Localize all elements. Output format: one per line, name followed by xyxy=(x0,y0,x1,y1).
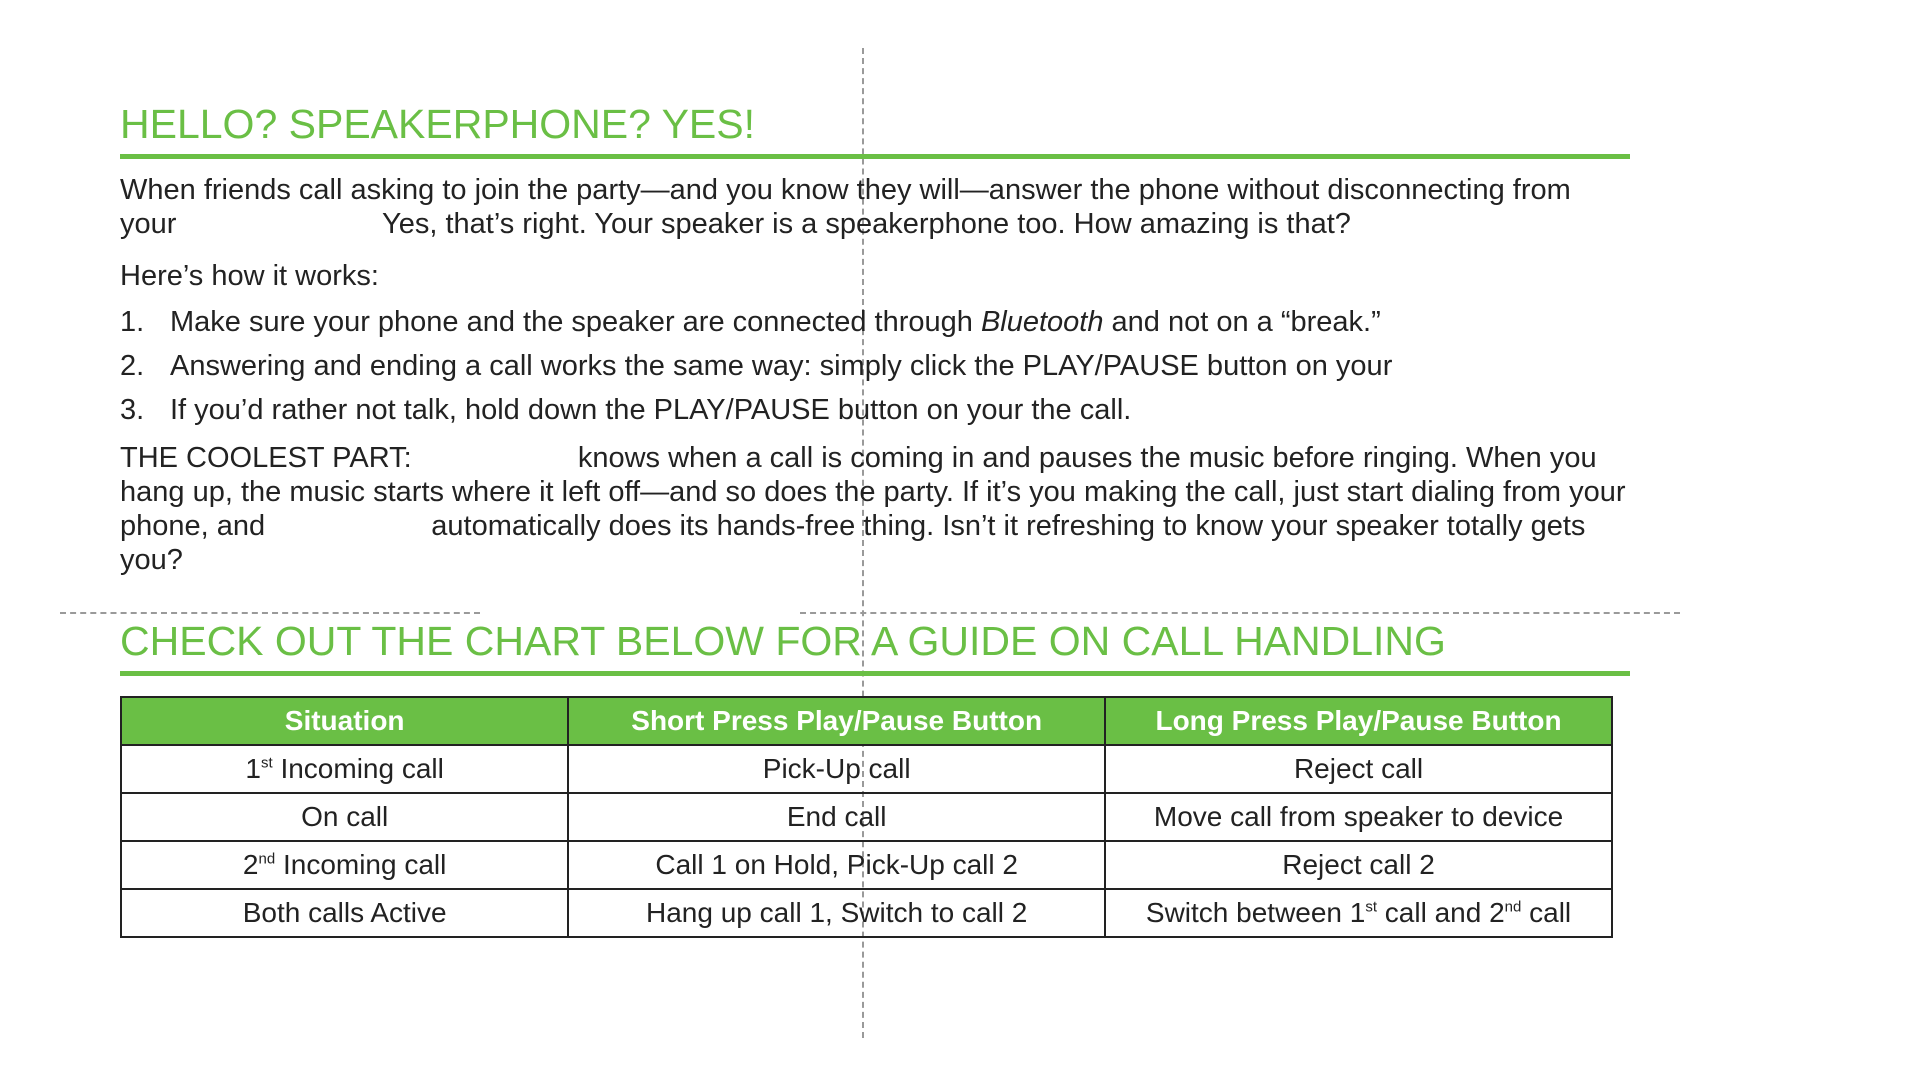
table-row xyxy=(121,889,1612,937)
coolest-label: THE COOLEST PART: xyxy=(120,442,412,474)
step-item xyxy=(120,349,1630,383)
redacted-product-name xyxy=(184,212,374,238)
column-header-long-press: Long Press Play/Pause Button xyxy=(1105,697,1612,745)
cell-long-press: Switch between 1st call and 2nd call xyxy=(1105,889,1612,937)
step-item xyxy=(120,305,1630,339)
cell-situation: On call xyxy=(121,793,568,841)
cell-situation: 2nd Incoming call xyxy=(121,841,568,889)
cell-situation: Both calls Active xyxy=(121,889,568,937)
cell-long-press: Reject call xyxy=(1105,745,1612,793)
speakerphone-heading: HELLO? SPEAKERPHONE? YES! xyxy=(120,100,1630,159)
table-row xyxy=(121,841,1612,889)
cell-short-press: End call xyxy=(568,793,1105,841)
step-text: Answering and ending a call works the same way: simply click the PLAY/PAUSE button on your xyxy=(170,350,1393,382)
cell-short-press: Pick-Up call xyxy=(568,745,1105,793)
content-area xyxy=(120,100,1630,938)
step-text: If you’d rather not talk, hold down the PLAY/PAUSE button on your the call. xyxy=(170,394,1132,426)
cell-short-press: Call 1 on Hold, Pick-Up call 2 xyxy=(568,841,1105,889)
table-row xyxy=(121,745,1612,793)
coolest-text-b: knows when a call is coming in and pauses the music before ringing. When you hang up, the music starts where it left off—and so does the party. If it’s you making the call, just start dialing from your phone, and xyxy=(120,442,1626,542)
step-text: Make sure your phone and the speaker are connected through xyxy=(170,306,981,338)
step-number: 3. xyxy=(120,394,145,426)
how-it-works-label: Here’s how it works: xyxy=(120,260,379,292)
column-header-short-press: Short Press Play/Pause Button xyxy=(568,697,1105,745)
redacted-product-name xyxy=(420,446,570,472)
table-header-row xyxy=(121,697,1612,745)
cell-long-press: Reject call 2 xyxy=(1105,841,1612,889)
step-text-italic: Bluetooth xyxy=(980,306,1104,338)
step-number: 2. xyxy=(120,350,145,382)
redacted-product-name xyxy=(273,514,423,540)
cell-situation: 1st Incoming call xyxy=(121,745,568,793)
intro-text-b: Yes, that’s right. Your speaker is a speakerphone too. How amazing is that? xyxy=(382,208,1351,240)
intro-paragraph xyxy=(120,173,1630,241)
coolest-part-paragraph xyxy=(120,441,1630,577)
cell-short-press: Hang up call 1, Switch to call 2 xyxy=(568,889,1105,937)
cell-long-press: Move call from speaker to device xyxy=(1105,793,1612,841)
step-number: 1. xyxy=(120,306,145,338)
call-handling-heading: CHECK OUT THE CHART BELOW FOR A GUIDE ON CALL HANDLING xyxy=(120,617,1630,676)
table-row xyxy=(121,793,1612,841)
column-header-situation: Situation xyxy=(121,697,568,745)
step-text: and not on a “break.” xyxy=(1103,306,1381,338)
call-handling-table xyxy=(120,696,1613,938)
step-item xyxy=(120,393,1630,427)
coolest-text-c: automatically does its hands-free thing. Isn’t it refreshing to know your speaker totally gets you? xyxy=(120,510,1586,576)
intro-text-a: When friends call asking to join the party—and you know they will—answer the phone without disconnecting from your xyxy=(120,174,1571,240)
steps-list xyxy=(120,305,1630,427)
